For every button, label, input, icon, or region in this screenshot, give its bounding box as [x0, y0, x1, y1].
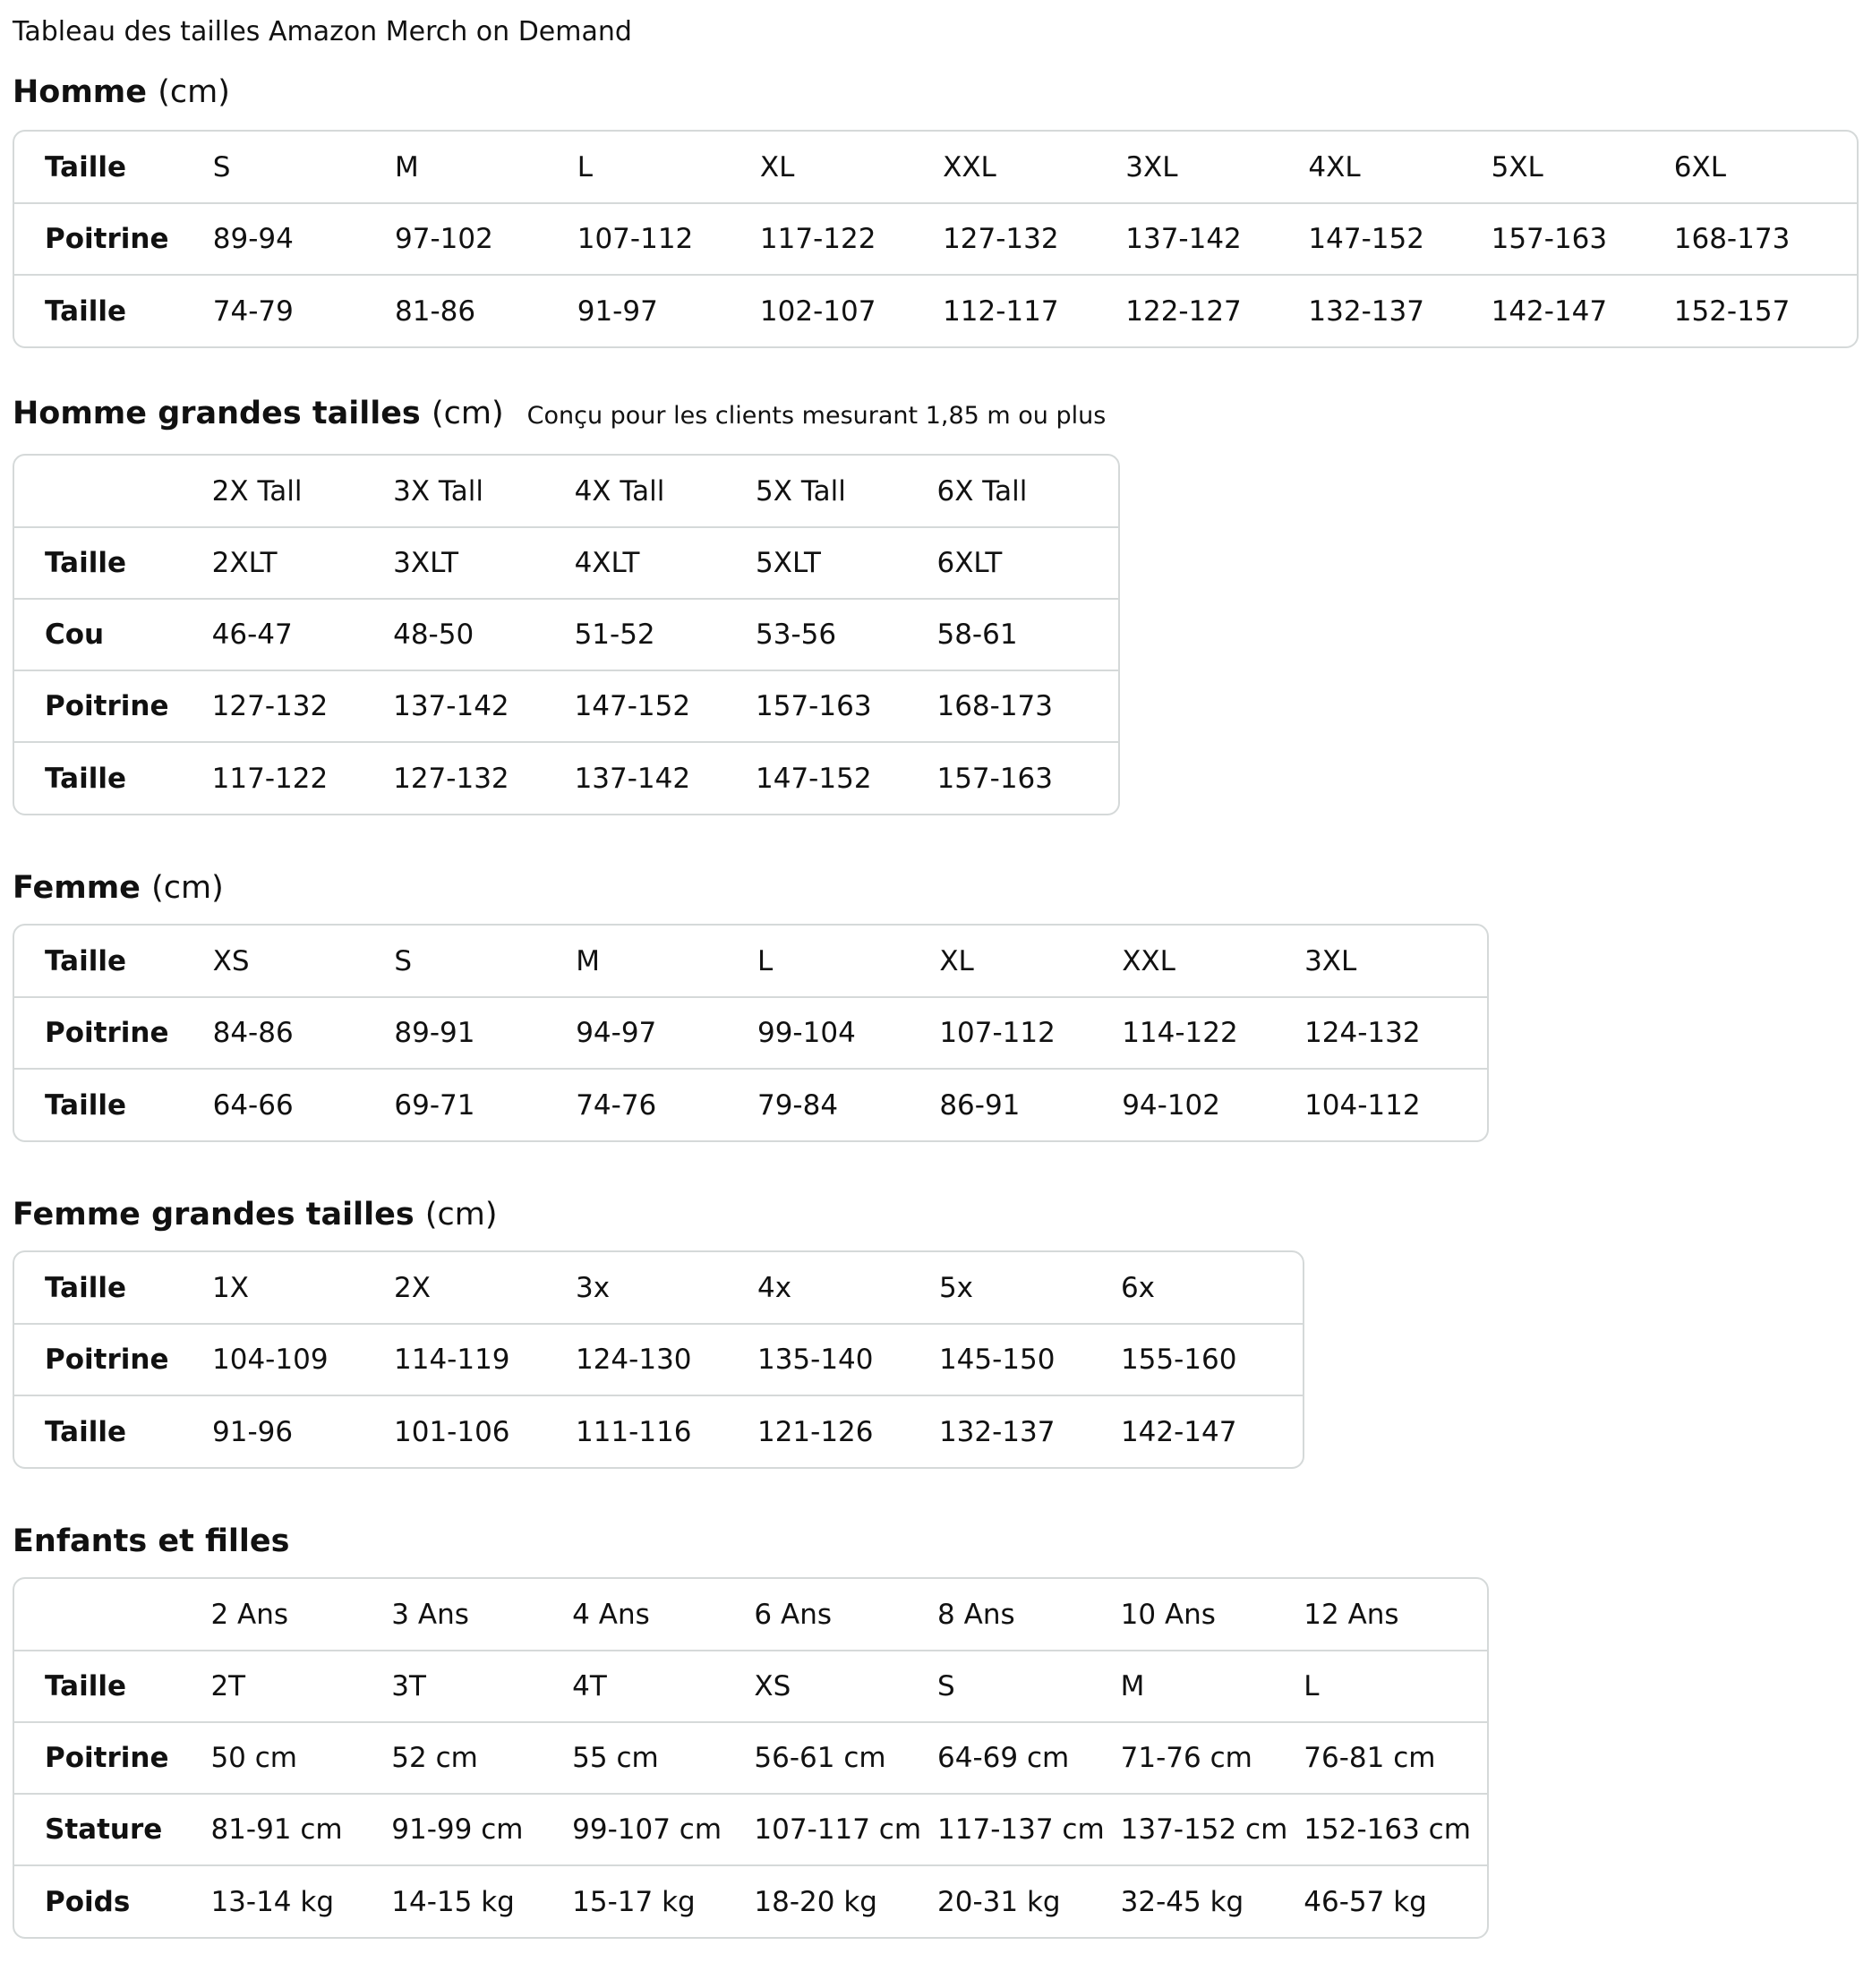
row-label: Taille [14, 1395, 212, 1467]
table-cell: 53-56 [756, 599, 936, 670]
row-label: Poitrine [14, 1324, 212, 1395]
table-cell: 127-132 [393, 742, 574, 814]
table-cell: L [1304, 1651, 1487, 1722]
table-cell: 117-122 [212, 742, 393, 814]
table-row [14, 456, 1118, 527]
table-cell: 3X Tall [393, 474, 483, 508]
table-cell: 6X Tall [936, 474, 1028, 508]
table-cell: 104-112 [1304, 1069, 1487, 1140]
table-row [14, 1324, 1303, 1395]
table-cell: 3x [575, 1271, 611, 1304]
table-row [14, 1794, 1487, 1865]
table-cell: XXL [1122, 944, 1175, 977]
section-unit: (cm) [158, 74, 230, 110]
table-cell: 84-86 [213, 997, 395, 1069]
table-cell: 94-102 [1122, 1069, 1304, 1140]
document-title: Tableau des tailles Amazon Merch on Demand [13, 16, 632, 47]
table-cell: 132-137 [939, 1395, 1121, 1467]
section-heading [13, 1192, 1857, 1237]
section-enfants-et-filles [13, 1519, 1857, 1939]
table-cell: 14-15 kg [391, 1865, 572, 1937]
table-cell: 137-142 [575, 742, 756, 814]
table-row [14, 599, 1118, 670]
table-cell: 3 Ans [391, 1598, 469, 1631]
table-row [14, 1069, 1487, 1140]
table-cell: 74-79 [213, 275, 395, 346]
section-homme [13, 70, 1857, 348]
table-row [14, 997, 1487, 1069]
table-cell: 13-14 kg [210, 1865, 391, 1937]
size-table-container [13, 1250, 1304, 1469]
table-row [14, 1395, 1303, 1467]
table-cell: 3XLT [393, 527, 574, 599]
table-cell: 117-137 cm [937, 1794, 1121, 1865]
size-table-container [13, 454, 1120, 815]
table-cell: 5X Tall [756, 474, 846, 508]
table-cell: 99-107 cm [572, 1794, 754, 1865]
table-cell: 4T [572, 1651, 754, 1722]
table-cell: 127-132 [212, 670, 393, 742]
section-femme [13, 866, 1857, 1142]
table-row [14, 1252, 1303, 1324]
table-row [14, 527, 1118, 599]
section-name: Enfants et filles [13, 1523, 290, 1559]
table-cell: 102-107 [760, 275, 943, 346]
table-cell: 58-61 [936, 599, 1118, 670]
table-cell: 124-132 [1304, 997, 1487, 1069]
table-cell: 124-130 [576, 1324, 757, 1395]
table-cell: XXL [943, 150, 996, 183]
table-cell: S [937, 1651, 1121, 1722]
table-row [14, 132, 1857, 203]
section-note: Conçu pour les clients mesurant 1,85 m ou plus [526, 402, 1107, 430]
row-label: Taille [45, 150, 126, 183]
table-cell: 8 Ans [937, 1598, 1015, 1631]
table-cell: 55 cm [572, 1722, 754, 1794]
table-cell: 18-20 kg [754, 1865, 937, 1937]
table-cell: 147-152 [756, 742, 936, 814]
table-cell: 101-106 [394, 1395, 576, 1467]
table-cell: 152-157 [1674, 275, 1857, 346]
table-cell: 2X Tall [211, 474, 303, 508]
table-cell: 127-132 [943, 203, 1125, 275]
table-row [14, 1579, 1487, 1651]
table-cell: 114-119 [394, 1324, 576, 1395]
section-femme-grandes-tailles [13, 1192, 1857, 1469]
table-cell: 117-122 [760, 203, 943, 275]
table-cell: 94-97 [576, 997, 757, 1069]
section-name: Homme [13, 74, 148, 110]
table-cell: 107-112 [939, 997, 1122, 1069]
table-row [14, 275, 1857, 346]
table-cell: 107-112 [577, 203, 760, 275]
row-label: Taille [45, 1271, 126, 1304]
table-cell: 145-150 [939, 1324, 1121, 1395]
table-cell: 2 Ans [210, 1598, 289, 1631]
size-table-femme-grandes-tailles [14, 1252, 1303, 1467]
row-label: Taille [14, 742, 212, 814]
row-label: Stature [14, 1794, 210, 1865]
table-cell: 157-163 [1492, 203, 1674, 275]
table-cell: 147-152 [575, 670, 756, 742]
table-cell: 89-94 [213, 203, 395, 275]
table-cell: 46-47 [212, 599, 393, 670]
table-cell: 168-173 [1674, 203, 1857, 275]
table-cell: 50 cm [210, 1722, 391, 1794]
table-cell: 52 cm [391, 1722, 572, 1794]
table-cell: 142-147 [1121, 1395, 1303, 1467]
table-cell: 132-137 [1308, 275, 1491, 346]
table-cell: 3XL [1125, 150, 1178, 183]
table-cell: 91-96 [212, 1395, 394, 1467]
row-label: Poids [14, 1865, 210, 1937]
size-table-femme [14, 926, 1487, 1140]
table-cell: 6XLT [936, 527, 1118, 599]
table-cell: 155-160 [1121, 1324, 1303, 1395]
table-cell: 12 Ans [1304, 1598, 1399, 1631]
size-table-homme-grandes-tailles [14, 456, 1118, 814]
table-row [14, 1651, 1487, 1722]
table-cell: 74-76 [576, 1069, 757, 1140]
table-cell: 137-142 [393, 670, 574, 742]
table-cell: 5XLT [756, 527, 936, 599]
table-cell: 71-76 cm [1121, 1722, 1304, 1794]
section-homme-grandes-tailles [13, 391, 1857, 815]
table-cell: 56-61 cm [754, 1722, 937, 1794]
table-row [14, 926, 1487, 997]
table-cell: L [577, 150, 594, 183]
section-heading [13, 391, 1857, 439]
table-cell: 142-147 [1492, 275, 1674, 346]
section-unit: (cm) [431, 396, 504, 431]
table-cell: 97-102 [395, 203, 577, 275]
table-cell: XS [212, 944, 250, 977]
row-label: Taille [14, 1069, 213, 1140]
row-label: Taille [14, 527, 212, 599]
table-cell: L [756, 944, 774, 977]
table-cell: M [576, 944, 600, 977]
table-cell: 89-91 [394, 997, 576, 1069]
table-cell: 135-140 [757, 1324, 939, 1395]
table-cell: 3XL [1304, 944, 1357, 977]
table-cell: 4XLT [575, 527, 756, 599]
section-unit: (cm) [151, 870, 224, 906]
section-heading [13, 1519, 1857, 1564]
table-cell: 6XL [1673, 150, 1726, 183]
size-table-homme [14, 132, 1857, 346]
table-cell: 91-99 cm [391, 1794, 572, 1865]
table-cell: 51-52 [575, 599, 756, 670]
section-name: Femme grandes tailles [13, 1197, 415, 1233]
table-row [14, 670, 1118, 742]
table-cell: 4XL [1308, 150, 1361, 183]
row-label: Poitrine [14, 997, 213, 1069]
table-cell: 46-57 kg [1304, 1865, 1487, 1937]
table-cell: 104-109 [212, 1324, 394, 1395]
table-row [14, 742, 1118, 814]
table-cell: 137-142 [1125, 203, 1308, 275]
table-cell: 1X [212, 1271, 249, 1304]
table-row [14, 1865, 1487, 1937]
table-cell: 114-122 [1122, 997, 1304, 1069]
row-label: Poitrine [14, 670, 212, 742]
table-cell: 20-31 kg [937, 1865, 1121, 1937]
row-label: Poitrine [14, 1722, 210, 1794]
table-cell: M [395, 150, 419, 183]
table-cell: 64-66 [213, 1069, 395, 1140]
section-heading [13, 70, 1857, 115]
table-cell: 5x [938, 1271, 974, 1304]
table-cell: XL [939, 944, 974, 977]
table-cell: S [394, 944, 413, 977]
row-label: Taille [14, 1651, 210, 1722]
size-table-enfants-et-filles [14, 1579, 1487, 1937]
table-cell: 76-81 cm [1304, 1722, 1487, 1794]
table-cell: 81-91 cm [210, 1794, 391, 1865]
table-cell: 147-152 [1308, 203, 1491, 275]
row-label [14, 456, 212, 527]
table-row [14, 1722, 1487, 1794]
table-cell: S [212, 150, 231, 183]
table-cell: 15-17 kg [572, 1865, 754, 1937]
table-cell: 3T [391, 1651, 572, 1722]
table-cell: 2X [394, 1271, 431, 1304]
table-cell: 157-163 [756, 670, 936, 742]
table-cell: 2T [210, 1651, 391, 1722]
table-cell: 4 Ans [572, 1598, 650, 1631]
table-cell: 86-91 [939, 1069, 1122, 1140]
size-chart-document [13, 13, 1857, 1939]
table-cell: 6x [1120, 1271, 1156, 1304]
table-cell: 122-127 [1125, 275, 1308, 346]
table-cell: 107-117 cm [754, 1794, 937, 1865]
row-label: Poitrine [14, 203, 213, 275]
table-cell: 32-45 kg [1121, 1865, 1304, 1937]
table-cell: 10 Ans [1120, 1598, 1216, 1631]
section-name: Homme grandes tailles [13, 396, 421, 431]
table-cell: 157-163 [936, 742, 1118, 814]
table-cell: 2XLT [212, 527, 393, 599]
table-cell: 5XL [1491, 150, 1543, 183]
table-cell: 48-50 [393, 599, 574, 670]
table-cell: XS [754, 1651, 937, 1722]
size-table-container [13, 1577, 1489, 1939]
table-cell: 152-163 cm [1304, 1794, 1487, 1865]
table-row [14, 203, 1857, 275]
table-cell: 69-71 [394, 1069, 576, 1140]
row-label [14, 1579, 210, 1651]
table-cell: 99-104 [757, 997, 939, 1069]
table-cell: 4X Tall [574, 474, 665, 508]
size-table-container [13, 130, 1859, 348]
table-cell: 137-152 cm [1121, 1794, 1304, 1865]
table-cell: 121-126 [757, 1395, 939, 1467]
section-name: Femme [13, 870, 141, 906]
table-cell: XL [759, 150, 795, 183]
table-cell: 79-84 [757, 1069, 939, 1140]
row-label: Taille [45, 944, 126, 977]
section-heading [13, 866, 1857, 910]
size-table-container [13, 924, 1489, 1142]
row-label: Cou [14, 599, 212, 670]
table-cell: 64-69 cm [937, 1722, 1121, 1794]
table-cell: 111-116 [576, 1395, 757, 1467]
row-label: Taille [14, 275, 213, 346]
table-cell: 6 Ans [754, 1598, 832, 1631]
table-cell: 4x [756, 1271, 792, 1304]
table-cell: 168-173 [936, 670, 1118, 742]
table-cell: M [1121, 1651, 1304, 1722]
table-cell: 81-86 [395, 275, 577, 346]
section-unit: (cm) [424, 1197, 498, 1233]
table-cell: 91-97 [577, 275, 760, 346]
table-cell: 112-117 [943, 275, 1125, 346]
